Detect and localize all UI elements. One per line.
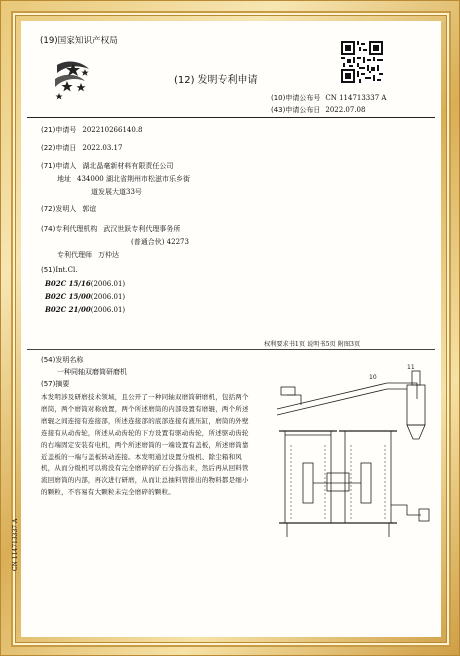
ipc-row [45,292,125,301]
address-label: 地址 [57,175,71,183]
abstract-label: 摘要 [55,380,70,388]
app-date-line [41,143,122,153]
pub-no-line [271,93,386,103]
ipc-class: B02C 21/00 [45,305,91,314]
patent-drawing [257,365,437,541]
cnipa-logo-icon [49,55,99,103]
pub-date-code: (43) [271,106,286,114]
agent-line [57,250,119,260]
ipc-class: B02C 15/16 [45,279,91,288]
address-line1: 434000 湖北省荆州市松滋市乐乡街 [77,175,190,183]
app-no-label: 申请号 [55,126,77,134]
svg-text:10: 10 [369,374,377,381]
applicant-line [41,161,173,171]
publication-type [174,71,258,86]
agent: 万仲达 [98,251,119,259]
inventor-code: (72) [41,205,56,213]
pub-date-line [271,105,365,115]
abstract-code: (57) [41,380,56,388]
patent-page [12,21,441,637]
title-code: (54) [41,356,56,364]
section-rule [27,349,435,350]
ipc-class: B02C 15/00 [45,292,91,301]
ipc-version: (2006.01) [90,293,126,301]
applicant-code: (71) [41,162,56,170]
pub-no-label: 申请公布号 [285,94,321,102]
title-label: 发明名称 [55,356,84,364]
inventor-line [41,204,96,214]
agency-name: 武汉世跃专利代理事务所 [103,225,181,233]
header-rule [27,117,435,118]
pub-type-code: (12) [174,75,195,86]
int-cl-line [41,266,78,274]
app-no-line [41,125,143,135]
ipc-row [45,305,125,314]
invention-title: 一种同轴双磨筒研磨机 [57,368,127,376]
inventor-label: 发明人 [55,205,77,213]
app-no: 202210266140.8 [82,126,143,134]
side-pub-no: CN 114713337 A [12,518,19,571]
ipc-version: (2006.01) [90,280,126,288]
app-date-label: 申请日 [55,144,77,152]
abstract-text: 本发明涉及研磨技术领域，且公开了一种同轴双磨筒研磨机，包括两个磨筒，两个磨筒对称放置，两个所述磨筒的内部设置有磨辊，两个所述磨辊之间连接有连接部，所述连接部的底部连接有液压缸，磨筒的外壁连接有从动齿轮，所述从动齿轮的下方设置有驱动齿轮，所述驱动齿轮的右端固定安装有电机，两个所述磨筒的一端设置有盖板，所述磨筒靠近盖板的一端与盖板转动连接。本发明通过设置分级机、除尘箱和风机，从而分级机可以将没有完全磨碎的矿石分拣出来，然后再从回料管流回磨筒的内部，再次进行研磨，从而让总抽料管排出的物料都是细小的颗粒，不容易有大颗粒未完全磨碎的颗粒。 [41,393,249,497]
ipc-row [45,279,125,288]
applicant-label: 申请人 [55,162,77,170]
agency-code-number: (普通合伙) 42273 [131,238,189,246]
office-code: (19) [40,36,58,46]
office-name: 国家知识产权局 [57,36,118,46]
applicant: 湖北晶毫新材料有限责任公司 [82,162,174,170]
page-counts: 权利要求书1页 说明书5页 附图3页 [264,341,361,348]
agent-label: 专利代理师 [57,251,92,259]
app-date-code: (22) [41,144,56,152]
int-cl-label: Int.Cl. [55,266,78,274]
inventor: 郭谊 [82,205,97,213]
ipc-version: (2006.01) [90,306,126,314]
agency-label: 专利代理机构 [55,225,98,233]
agency-line [41,224,180,234]
office-line [40,34,118,46]
address-line [57,174,190,184]
app-no-code: (21) [41,126,56,134]
qr-code-icon [341,41,383,83]
address-line2: 道发展大道33号 [91,188,142,196]
pub-no: CN 114713337 A [325,94,387,102]
app-date: 2022.03.17 [82,144,123,152]
agency-code: (74) [41,225,56,233]
pub-type: 发明专利申请 [197,75,258,86]
pub-date: 2022.07.08 [325,106,366,114]
abstract-heading [41,379,69,389]
int-cl-code: (51) [41,266,56,274]
svg-text:11: 11 [407,364,415,371]
pub-date-label: 申请公布日 [285,106,321,114]
pub-no-code: (10) [271,94,286,102]
title-line [41,355,83,365]
